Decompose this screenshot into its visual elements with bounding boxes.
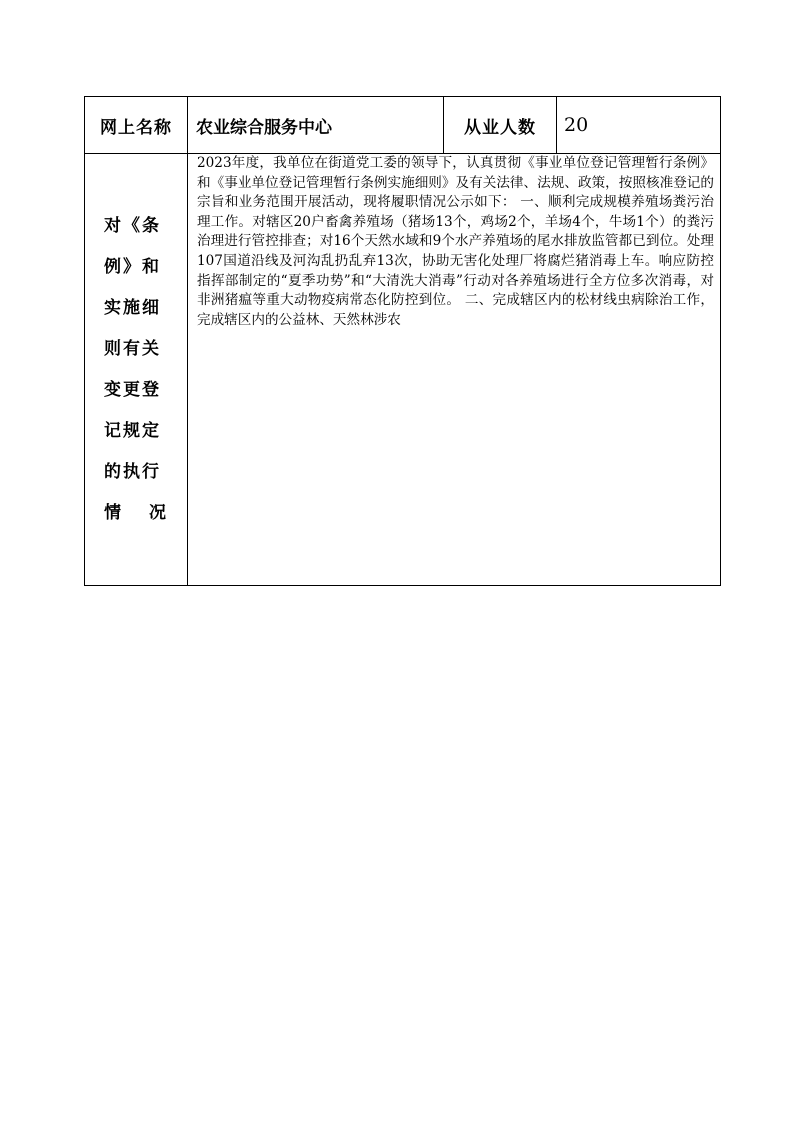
execution-label-line: 的执行 bbox=[104, 461, 161, 482]
execution-label-char: 情 bbox=[104, 502, 123, 523]
execution-row bbox=[85, 154, 721, 586]
execution-label-line: 则有关 bbox=[104, 338, 161, 359]
online-name-value: 农业综合服务中心 bbox=[188, 97, 444, 154]
execution-label-line: 实施细 bbox=[104, 297, 161, 318]
registration-form-table bbox=[84, 96, 721, 586]
execution-label-line: 例》和 bbox=[104, 256, 161, 277]
execution-content: 2023年度，我单位在街道党工委的领导下，认真贯彻《事业单位登记管理暂行条例》和《事业单位登记管理暂行条例实施细则》及有关法律、法规、政策，按照核准登记的宗旨和业务范围开展活动，现将履职情况公示如下： 一、顺利完成规模养殖场粪污治理工作。对辖区20户畜禽养殖场（猪场13个，鸡场2个，羊场4个，牛场1个）的粪污治理进行管控排查；对16个天然水域和9个水产养殖场的尾水排放监管都已到位。处理107国道沿线及河沟乱扔乱弃13次，协助无害化处理厂将腐烂猪消毒上车。响应防控指挥部制定的“夏季功势”和“大清洗大消毒”行动对各养殖场进行全方位多次消毒，对非洲猪瘟等重大动物疫病常态化防控到位。 二、完成辖区内的松材线虫病除治工作，完成辖区内的公益林、天然林涉农 bbox=[188, 154, 721, 586]
execution-label-last-line bbox=[104, 493, 168, 534]
header-row bbox=[85, 97, 721, 154]
execution-label-char: 况 bbox=[149, 502, 168, 523]
execution-label-line: 记规定 bbox=[104, 420, 161, 441]
staff-count-value: 20 bbox=[557, 97, 721, 154]
execution-label-line: 对《条 bbox=[104, 215, 161, 236]
staff-count-label: 从业人数 bbox=[444, 97, 557, 154]
execution-label bbox=[85, 154, 188, 586]
online-name-label: 网上名称 bbox=[85, 97, 188, 154]
execution-label-line: 变更登 bbox=[104, 379, 161, 400]
